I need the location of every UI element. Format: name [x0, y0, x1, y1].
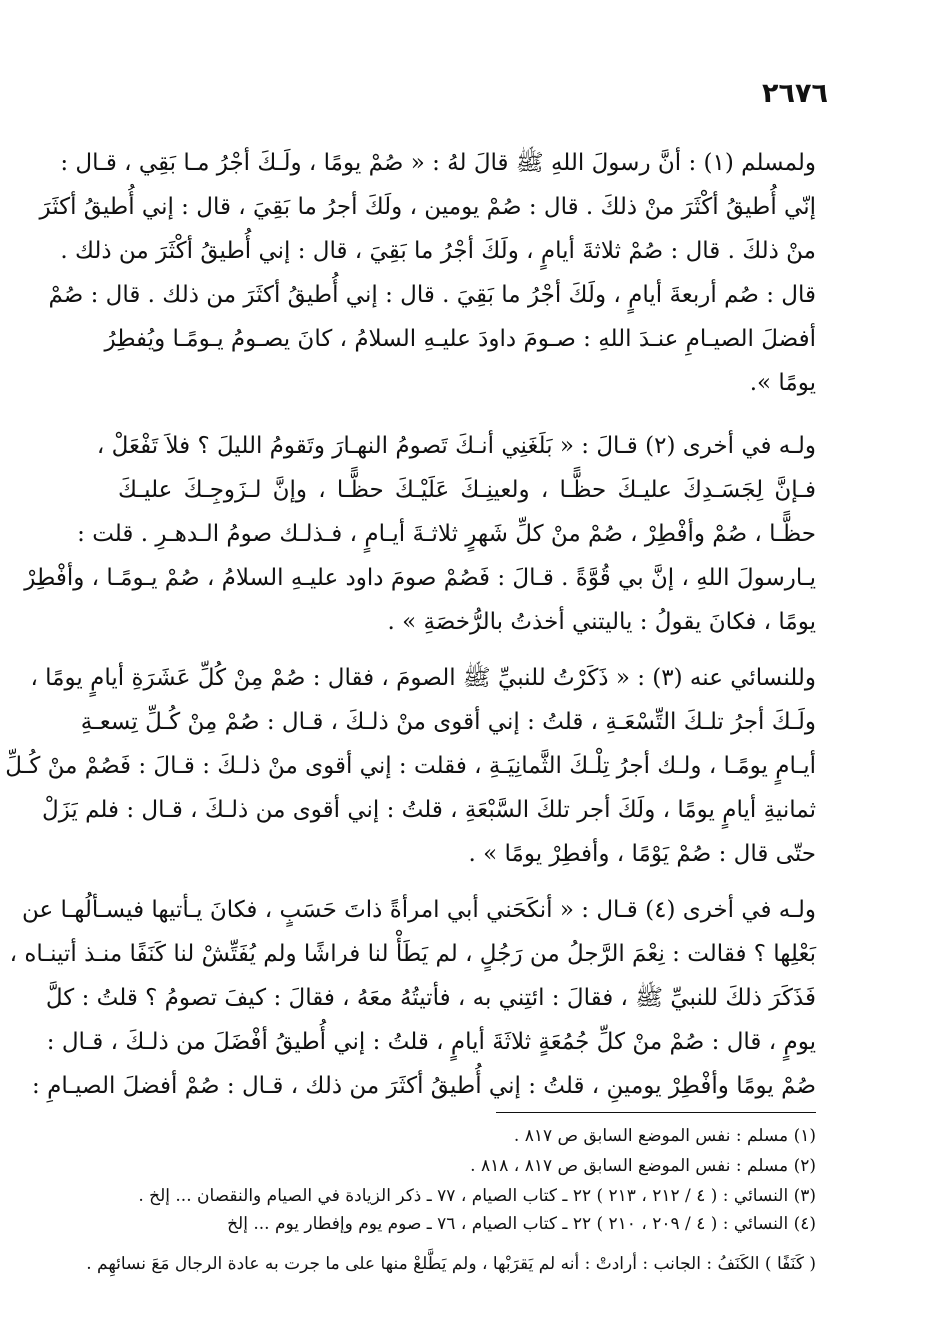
body-line: منْ ذلكَ . قال : صُمْ ثلاثةَ أيامٍ ، ولَكَ أجْرُ ما بَقِيَ ، قال : إني أُطيقُ أكْثَرَ من ذلك . — [60, 238, 816, 264]
body-line: أفضلَ الصيـامِ عنـدَ اللهِ : صـومَ داودَ عليـهِ السلامُ ، كانَ يصـومُ يـومًـا ويُفطِرُ — [104, 326, 816, 352]
body-line: ثمانيةِ أيامٍ يومًا ، ولَكَ أجر تلكَ السَّبْعَةِ ، قلتُ : إني أقوى من ذلـكَ ، قـال : فلم يَزَلْ — [42, 797, 816, 823]
page-number: ٢٦٧٦ — [762, 78, 828, 109]
footnote: (٢) مسلم : نفس الموضع السابق ص ٨١٧ ، ٨١٨ . — [470, 1156, 816, 1176]
footnote: (٣) النسائي : ( ٤ / ٢١٢ ، ٢١٣ ) ٢٢ ـ كتاب الصيام ، ٧٧ ـ ذكر الزيادة في الصيام والنقصان ... إلخ . — [138, 1186, 816, 1206]
footnote: ( كَنَفًا ) الكَنَفُ : الجانب : أرادتْ : أنه لم يَقرَبْها ، ولم يَطَّلعْ منها على ما جرت به عادة الرجال مَعَ نسائهِم . — [86, 1254, 816, 1274]
body-line: حظًّـا ، صُمْ وأفْطِرْ ، صُمْ منْ كلِّ شَهرٍ ثلاثـةَ أيـامٍ ، فـذلـك صومُ الـدهـرِ . قلت : — [77, 521, 816, 547]
body-line: قال : صُم أربعةَ أيامٍ ، ولَكَ أجْرُ ما بَقِيَ . قال : إني أُطيقُ أكثَرَ من ذلك . قال : صُمْ — [48, 282, 816, 308]
footnote-divider — [496, 1112, 816, 1113]
body-line: حتّى قال : صُمْ يَوْمًا ، وأفطِرْ يومًا » . — [468, 841, 816, 867]
body-line: ولمسلم (١) : أنَّ رسولَ اللهِ ﷺ قالَ لهُ : « صُمْ يومًا ، ولَـكَ أجْرُ مـا بَقِي ، قـال : — [60, 150, 816, 176]
body-line: ولَـكَ أجرُ تلـكَ التِّسْعَـةِ ، قلتُ : إني أقوى منْ ذلـكَ ، قـال : صُمْ مِنْ كُـلِّ تِسعـةِ — [80, 709, 816, 735]
body-line: بَعْلِها ؟ فقالت : نِعْمَ الرَّجلُ من رَجُلٍ ، لم يَطَأْ لنا فراشًا ولم يُفَتِّشْ لنا كَنَفًا منـذ أتينـاه ، — [9, 941, 816, 967]
body-line: يومًا ، فكانَ يقولُ : ياليتني أخذتُ بالرُّخصَةِ » . — [387, 609, 816, 635]
footnote: (١) مسلم : نفس الموضع السابق ص ٨١٧ . — [513, 1126, 816, 1146]
body-line: أيـامٍ يومًـا ، ولـك أجرُ تِلْـكَ الثَّمانِيَـةِ ، فقلت : إني أقوى منْ ذلـكَ : قـالَ : فَصُمْ منْ كُـلِّ — [5, 753, 816, 779]
body-line: صُمْ يومًا وأفْطِرْ يومينِ ، قلتُ : إني أُطيقُ أكثَرَ من ذلك ، قـال : صُمْ أفضلَ الصيـامِ : — [32, 1073, 816, 1099]
body-line: يومٍ ، قال : صُمْ منْ كلِّ جُمُعَةٍ ثلاثَةَ أيامٍ ، قلتُ : إني أُطيقُ أفْضَلَ من ذلـكَ ، قـال : — [46, 1029, 816, 1055]
body-line: إنّي أُطيقُ أكْثَرَ منْ ذلكَ . قال : صُمْ يومين ، ولَكَ أجرُ ما بَقِيَ ، قال : إني أُطيقُ أكثَرَ — [39, 194, 816, 220]
footnote: (٤) النسائي : ( ٤ / ٢٠٩ ، ٢١٠ ) ٢٢ ـ كتاب الصيام ، ٧٦ ـ صوم يوم وإفطار يوم ... إلخ — [227, 1214, 816, 1234]
body-line: وللنسائي عنه (٣) : « ذَكَرْتُ للنبيِّ ﷺ الصومَ ، فقال : صُمْ مِنْ كُلِّ عَشَرَةِ أيامٍ يومًا ، — [30, 665, 816, 691]
body-line: فـإنَّ لِجَسَـدِكَ عليـكَ حظًّـا ، ولعينِـكَ عَلَيْـكَ حظًّـا ، وإنَّ لـزَوجِـكَ عليـكَ — [118, 477, 816, 503]
body-line: يـارسولَ اللهِ ، إنَّ بي قُوَّةً . قـالَ : فَصُمْ صومَ داود عليـهِ السلامُ ، صُمْ يـومًـا ، وأفْطِرْ — [24, 565, 816, 591]
body-line: ولـه في أخرى (٢) قـالَ : « بَلَغَنِي أنـكَ تَصومُ النهـارَ وتَقومُ الليلَ ؟ فلاَ تَفْعَلْ ، — [96, 433, 816, 459]
body-line: يومًا ». — [749, 370, 816, 396]
body-line: فَذَكَرَ ذلكَ للنبيِّ ﷺ ، فقالَ : ائتِني به ، فأتيتُهُ معَهُ ، فقالَ : كيفَ تصومُ ؟ قلتُ : كلَّ — [45, 985, 816, 1011]
body-line: ولـه في أخرى (٤) قـال : « أنكَحَني أبي امرأةً ذاتَ حَسَبٍ ، فكانَ يـأتيها فيسـألُهـا عن — [22, 897, 816, 923]
